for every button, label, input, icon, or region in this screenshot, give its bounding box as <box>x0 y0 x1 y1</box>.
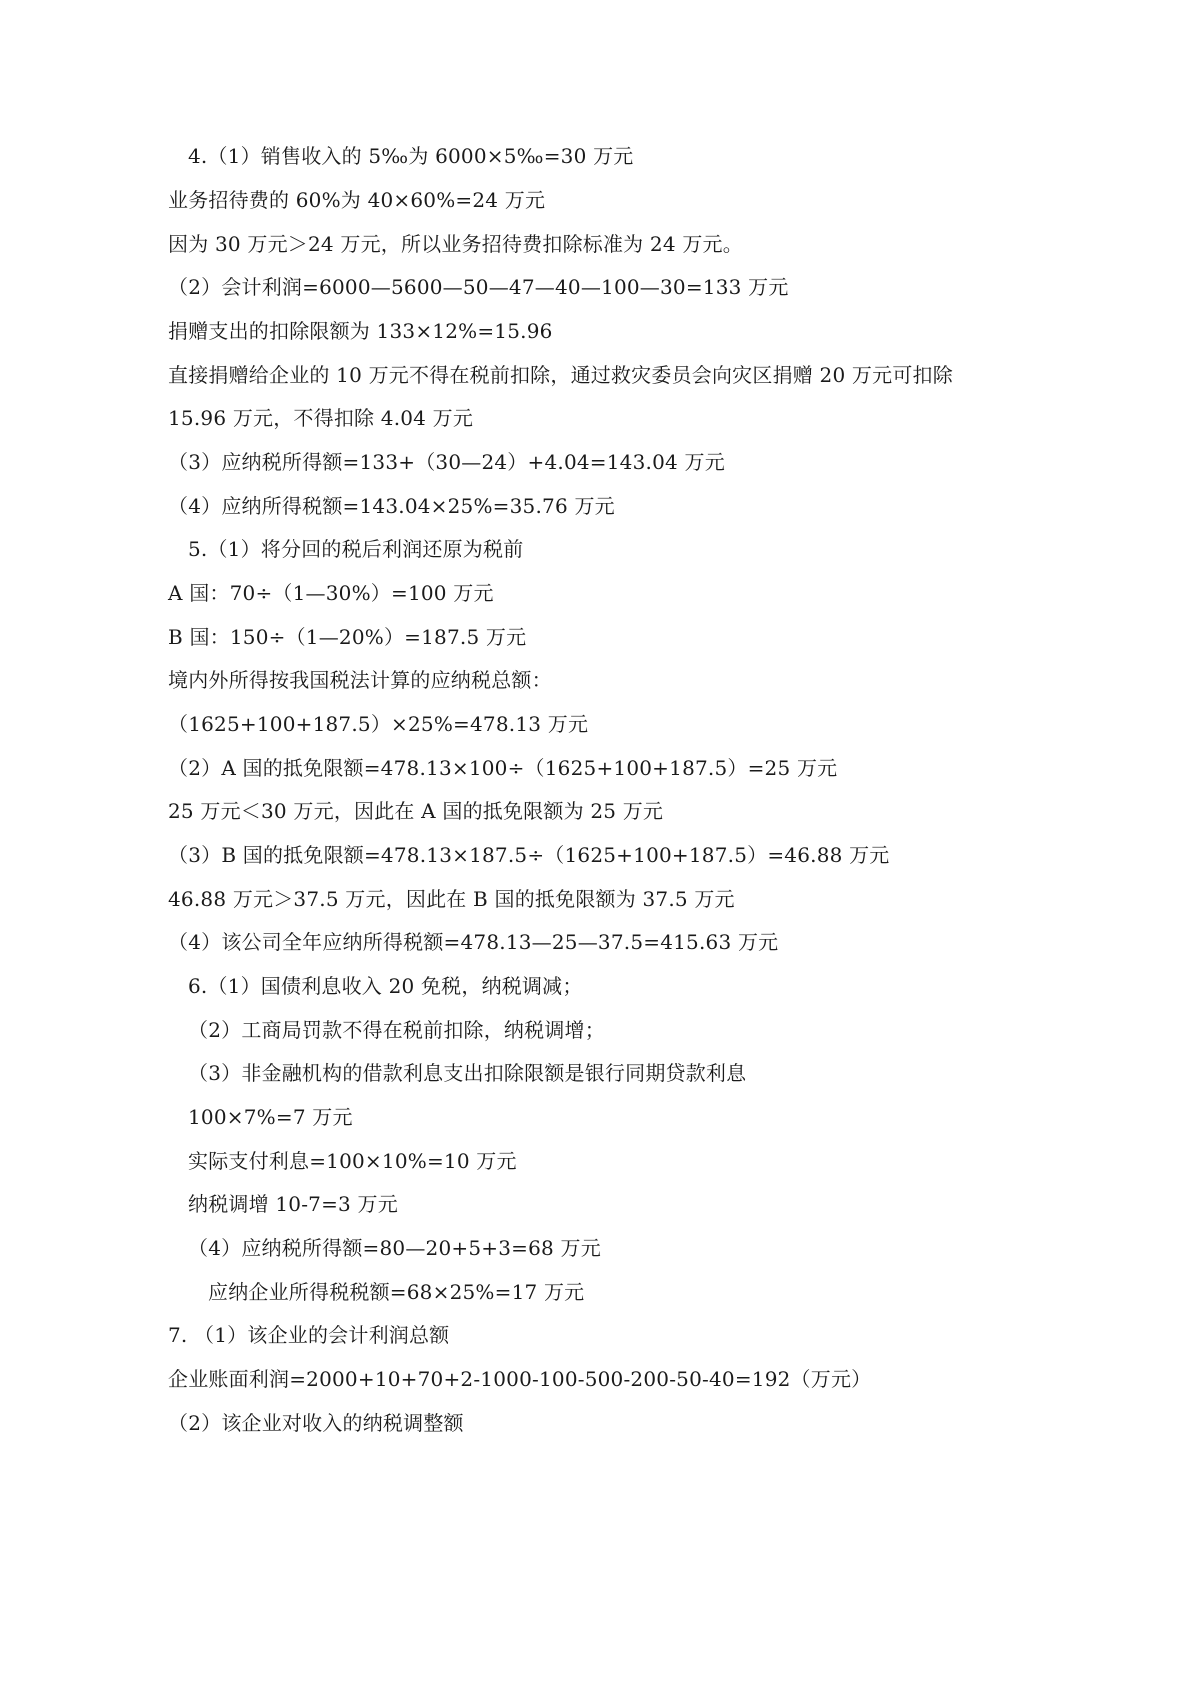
text-line-28: 7. （1）该企业的会计利润总额 <box>168 1323 450 1347</box>
text-line-21: （2）工商局罚款不得在税前扣除，纳税调增； <box>188 1018 605 1042</box>
text-line-24: 实际支付利息=100×10%=10 万元 <box>188 1149 517 1173</box>
text-line-4: （2）会计利润=6000—5600—50—47—40—100—30=133 万元 <box>168 275 789 299</box>
text-line-20: 6.（1）国债利息收入 20 免税，纳税调减； <box>188 974 583 998</box>
text-line-9: （4）应纳所得税额=143.04×25%=35.76 万元 <box>168 494 615 518</box>
text-line-25: 纳税调增 10-7=3 万元 <box>188 1192 398 1216</box>
text-line-10: 5.（1）将分回的税后利润还原为税前 <box>188 537 524 561</box>
text-line-30: （2）该企业对收入的纳税调整额 <box>168 1411 464 1435</box>
text-line-11: A 国：70÷（1—30%）=100 万元 <box>168 581 494 605</box>
text-line-15: （2）A 国的抵免限额=478.13×100÷（1625+100+187.5）=25 万元 <box>168 756 838 780</box>
text-line-12: B 国：150÷（1—20%）=187.5 万元 <box>168 625 527 649</box>
text-line-16: 25 万元＜30 万元，因此在 A 国的抵免限额为 25 万元 <box>168 799 664 823</box>
text-line-5: 捐赠支出的扣除限额为 133×12%=15.96 <box>168 319 553 343</box>
text-line-6: 直接捐赠给企业的 10 万元不得在税前扣除，通过救灾委员会向灾区捐赠 20 万元可扣除 <box>168 363 953 387</box>
text-line-18: 46.88 万元＞37.5 万元，因此在 B 国的抵免限额为 37.5 万元 <box>168 887 735 911</box>
text-line-27: 应纳企业所得税税额=68×25%=17 万元 <box>208 1280 585 1304</box>
text-line-3: 因为 30 万元＞24 万元，所以业务招待费扣除标准为 24 万元。 <box>168 232 743 256</box>
text-line-22: （3）非金融机构的借款利息支出扣除限额是银行同期贷款利息 <box>188 1061 747 1085</box>
text-line-8: （3）应纳税所得额=133+（30—24）+4.04=143.04 万元 <box>168 450 725 474</box>
text-line-1: 4.（1）销售收入的 5‰为 6000×5‰=30 万元 <box>188 144 634 168</box>
text-line-14: （1625+100+187.5）×25%=478.13 万元 <box>168 712 589 736</box>
text-line-17: （3）B 国的抵免限额=478.13×187.5÷（1625+100+187.5）=46.88 万元 <box>168 843 890 867</box>
text-line-23: 100×7%=7 万元 <box>188 1105 353 1129</box>
text-line-7: 15.96 万元，不得扣除 4.04 万元 <box>168 406 474 430</box>
text-line-2: 业务招待费的 60%为 40×60%=24 万元 <box>168 188 546 212</box>
text-line-19: （4）该公司全年应纳所得税额=478.13—25—37.5=415.63 万元 <box>168 930 779 954</box>
text-line-26: （4）应纳税所得额=80—20+5+3=68 万元 <box>188 1236 601 1260</box>
text-line-13: 境内外所得按我国税法计算的应纳税总额： <box>168 668 552 692</box>
text-line-29: 企业账面利润=2000+10+70+2-1000-100-500-200-50-40=192（万元） <box>168 1367 872 1391</box>
